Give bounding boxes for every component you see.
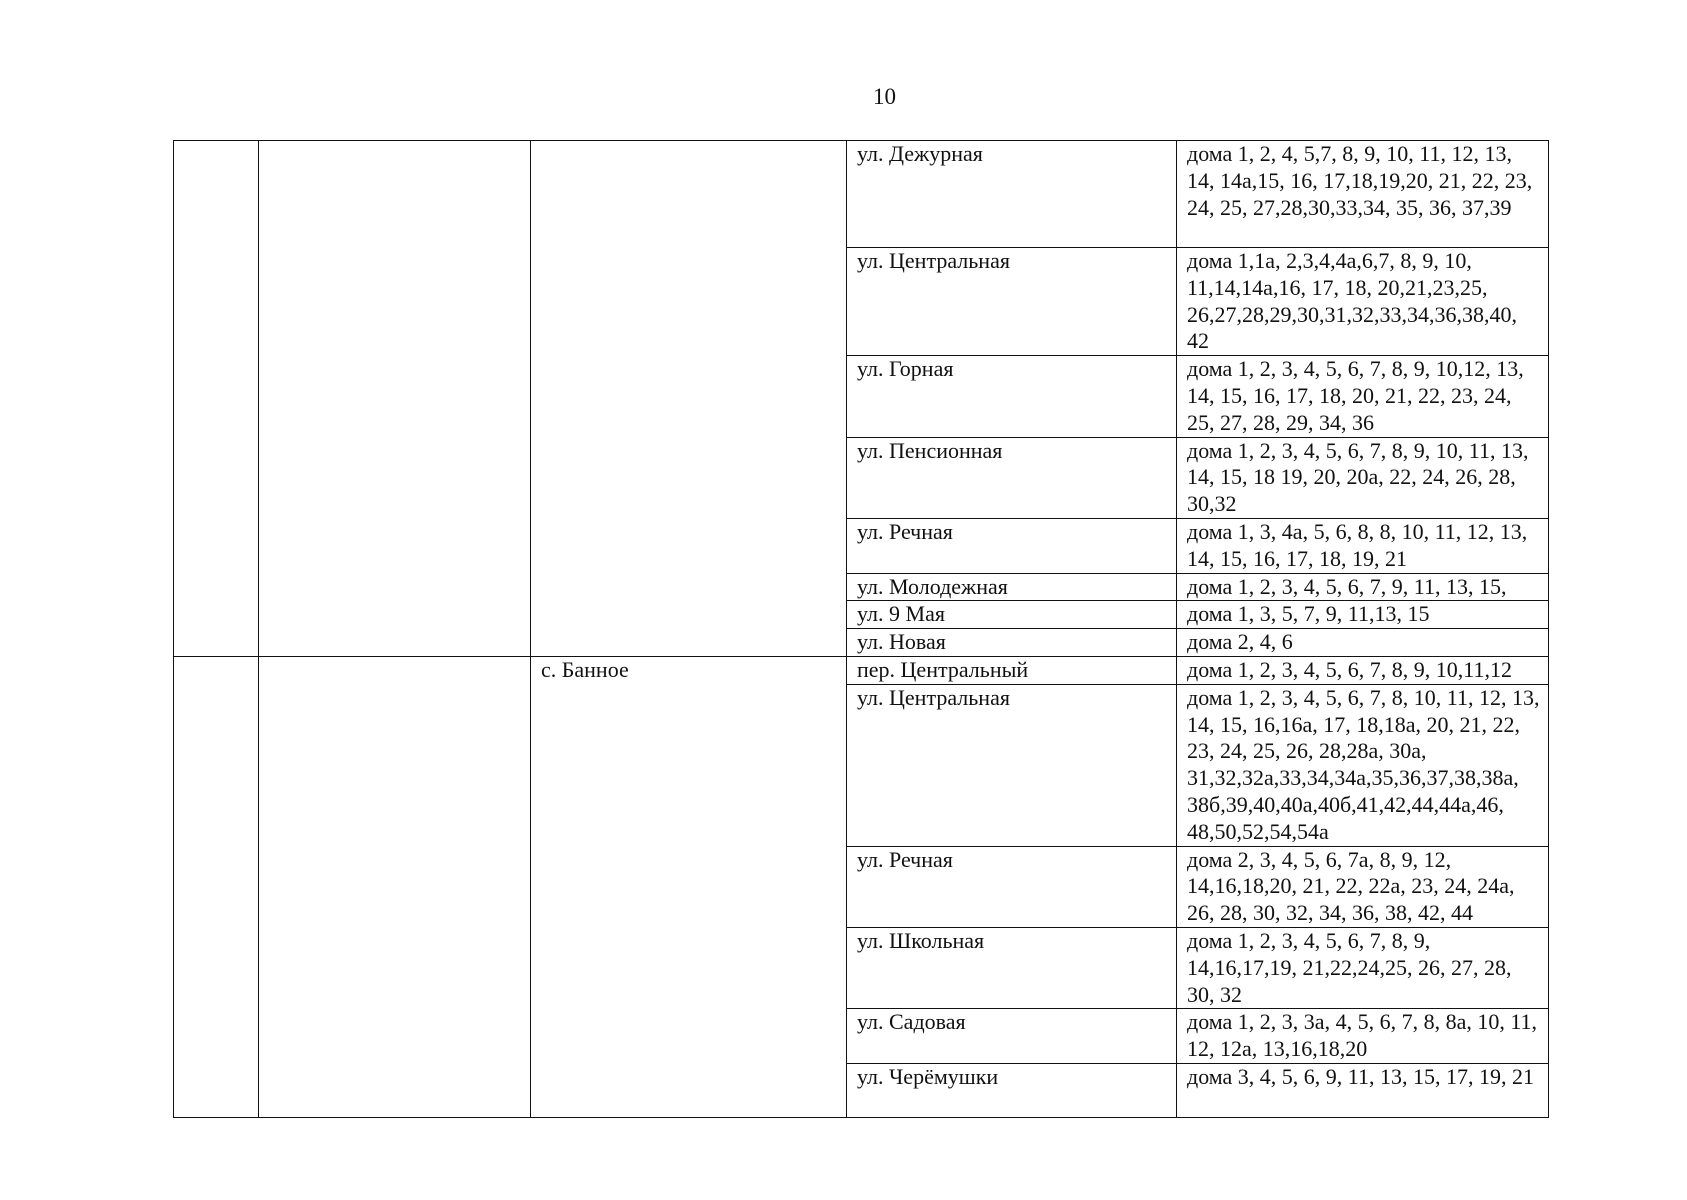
houses-cell: дома 1, 2, 3, 4, 5, 6, 7, 8, 9, 10,11,12 xyxy=(1177,656,1549,684)
settlement-cell: с. Банное xyxy=(531,656,847,1117)
settlement-cell xyxy=(531,141,847,657)
street-cell: ул. Школьная xyxy=(847,927,1177,1008)
street-cell: ул. Новая xyxy=(847,629,1177,657)
houses-cell: дома 1, 2, 3, 4, 5, 6, 7, 8, 9, 14,16,17,19, 21,22,24,25, 26, 27, 28, 30, 32 xyxy=(1177,927,1549,1008)
street-cell: ул. Центральная xyxy=(847,684,1177,846)
houses-cell: дома 1, 2, 3, 4, 5, 6, 7, 8, 9, 10,12, 13, 14, 15, 16, 17, 18, 20, 21, 22, 23, 24, 25, 27, 28, 29, 34, 36 xyxy=(1177,356,1549,437)
houses-cell: дома 1, 2, 3, 4, 5, 6, 7, 8, 10, 11, 12, 13, 14, 15, 16,16а, 17, 18,18а, 20, 21, 22, 23, 24, 25, 26, 28,28а, 30а, 31,32,32а,33,34,34а,35,36,37,38,38а, 38б,39,40,40а,40б,41,42,44,44а,46, 48,50,52,54,54а xyxy=(1177,684,1549,846)
houses-cell: дома 1,1а, 2,3,4,4а,6,7, 8, 9, 10, 11,14,14а,16, 17, 18, 20,21,23,25, 26,27,28,29,30,31,32,33,34,36,38,40, 42 xyxy=(1177,248,1549,356)
houses-cell: дома 1, 2, 3, 4, 5, 6, 7, 8, 9, 10, 11, 13, 14, 15, 18 19, 20, 20а, 22, 24, 26, 28, 30,32 xyxy=(1177,437,1549,518)
street-cell: ул. Пенсионная xyxy=(847,437,1177,518)
table-row xyxy=(174,656,1549,684)
address-table xyxy=(173,140,1549,1118)
street-cell: ул. Центральная xyxy=(847,248,1177,356)
houses-cell: дома 1, 3, 4а, 5, 6, 8, 8, 10, 11, 12, 13, 14, 15, 16, 17, 18, 19, 21 xyxy=(1177,518,1549,573)
street-cell: ул. Черёмушки xyxy=(847,1063,1177,1117)
district-cell xyxy=(259,656,531,1117)
houses-cell: дома 1, 2, 3, 4, 5, 6, 7, 9, 11, 13, 15, xyxy=(1177,573,1549,601)
houses-cell: дома 1, 3, 5, 7, 9, 11,13, 15 xyxy=(1177,601,1549,629)
street-cell: ул. Речная xyxy=(847,518,1177,573)
street-cell: ул. Молодежная xyxy=(847,573,1177,601)
street-cell: пер. Центральный xyxy=(847,656,1177,684)
street-cell: ул. 9 Мая xyxy=(847,601,1177,629)
houses-cell: дома 2, 4, 6 xyxy=(1177,629,1549,657)
table-row xyxy=(174,141,1549,248)
street-cell: ул. Садовая xyxy=(847,1009,1177,1064)
street-cell: ул. Дежурная xyxy=(847,141,1177,248)
houses-cell: дома 1, 2, 3, 3а, 4, 5, 6, 7, 8, 8а, 10, 11, 12, 12а, 13,16,18,20 xyxy=(1177,1009,1549,1064)
page-number: 10 xyxy=(873,84,896,109)
street-cell: ул. Речная xyxy=(847,846,1177,927)
houses-cell: дома 2, 3, 4, 5, 6, 7а, 8, 9, 12, 14,16,18,20, 21, 22, 22а, 23, 24, 24а, 26, 28, 30, 32, 34, 36, 38, 42, 44 xyxy=(1177,846,1549,927)
houses-cell: дома 3, 4, 5, 6, 9, 11, 13, 15, 17, 19, 21 xyxy=(1177,1063,1549,1117)
number-cell xyxy=(174,141,259,657)
number-cell xyxy=(174,656,259,1117)
district-cell xyxy=(259,141,531,657)
houses-cell: дома 1, 2, 4, 5,7, 8, 9, 10, 11, 12, 13, 14, 14а,15, 16, 17,18,19,20, 21, 22, 23, 24, 25, 27,28,30,33,34, 35, 36, 37,39 xyxy=(1177,141,1549,248)
street-cell: ул. Горная xyxy=(847,356,1177,437)
